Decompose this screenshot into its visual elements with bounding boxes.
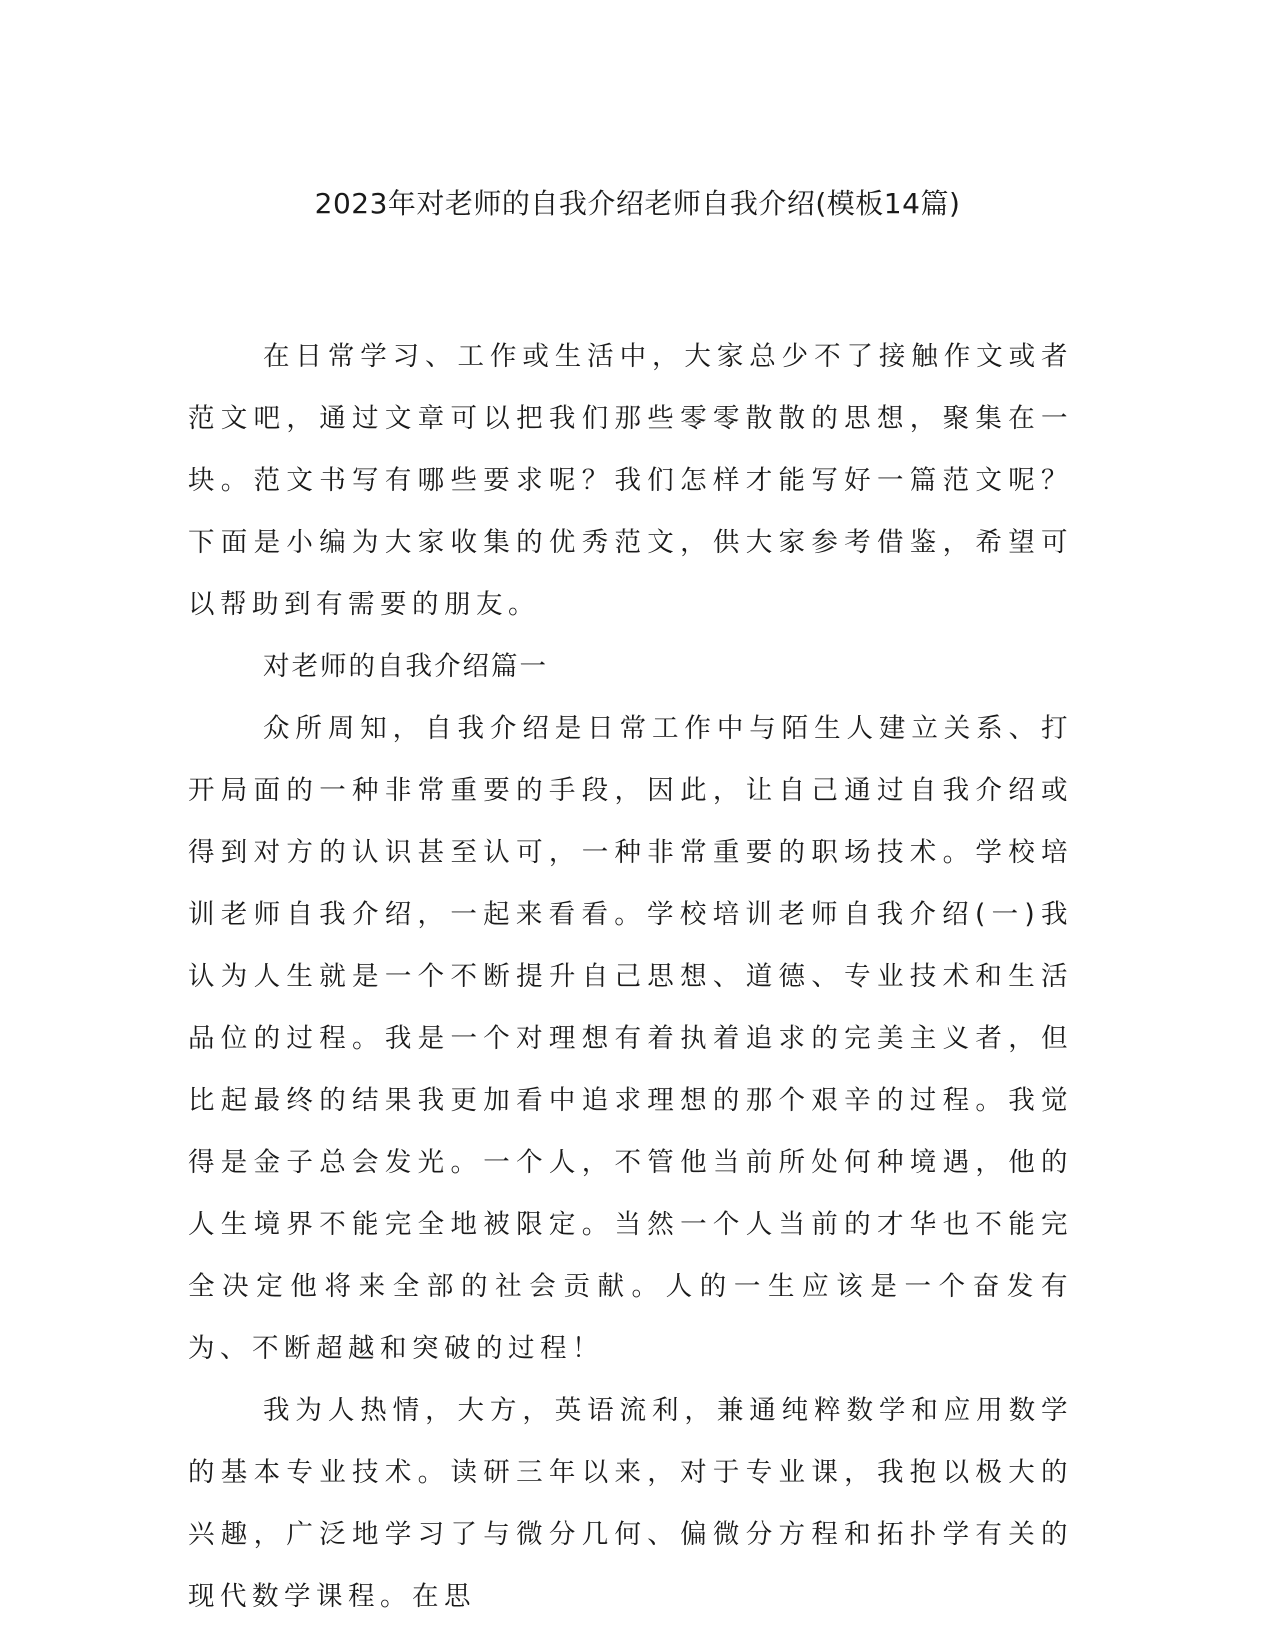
document-title: 2023年对老师的自我介绍老师自我介绍(模板14篇) [314,187,961,220]
document-body [188,326,1073,1628]
section-heading: 对老师的自我介绍篇一 [263,651,548,682]
body-paragraph: 众所周知，自我介绍是日常工作中与陌生人建立关系、打开局面的一种非常重要的手段，因此，让自己通过自我介绍或得到对方的认识甚至认可，一种非常重要的职场技术。学校培训老师自我介绍，一起来看看。学校培训老师自我介绍(一)我认为人生就是一个不断提升自己思想、道德、专业技术和生活品位的过程。我是一个对理想有着执着追求的完美主义者，但比起最终的结果我更加看中追求理想的那个艰辛的过程。我觉得是金子总会发光。一个人，不管他当前所处何种境遇，他的人生境界不能完全地被限定。当然一个人当前的才华也不能完全决定他将来全部的社会贡献。人的一生应该是一个奋发有为、不断超越和突破的过程！ [188,713,1073,1364]
intro-paragraph: 在日常学习、工作或生活中，大家总少不了接触作文或者范文吧，通过文章可以把我们那些零零散散的思想，聚集在一块。范文书写有哪些要求呢？我们怎样才能写好一篇范文呢？下面是小编为大家收集的优秀范文，供大家参考借鉴，希望可以帮助到有需要的朋友。 [188,341,1073,620]
body-paragraph: 我为人热情，大方，英语流利，兼通纯粹数学和应用数学的基本专业技术。读研三年以来，对于专业课，我抱以极大的兴趣，广泛地学习了与微分几何、偏微分方程和拓扑学有关的现代数学课程。在思 [188,1395,1073,1612]
